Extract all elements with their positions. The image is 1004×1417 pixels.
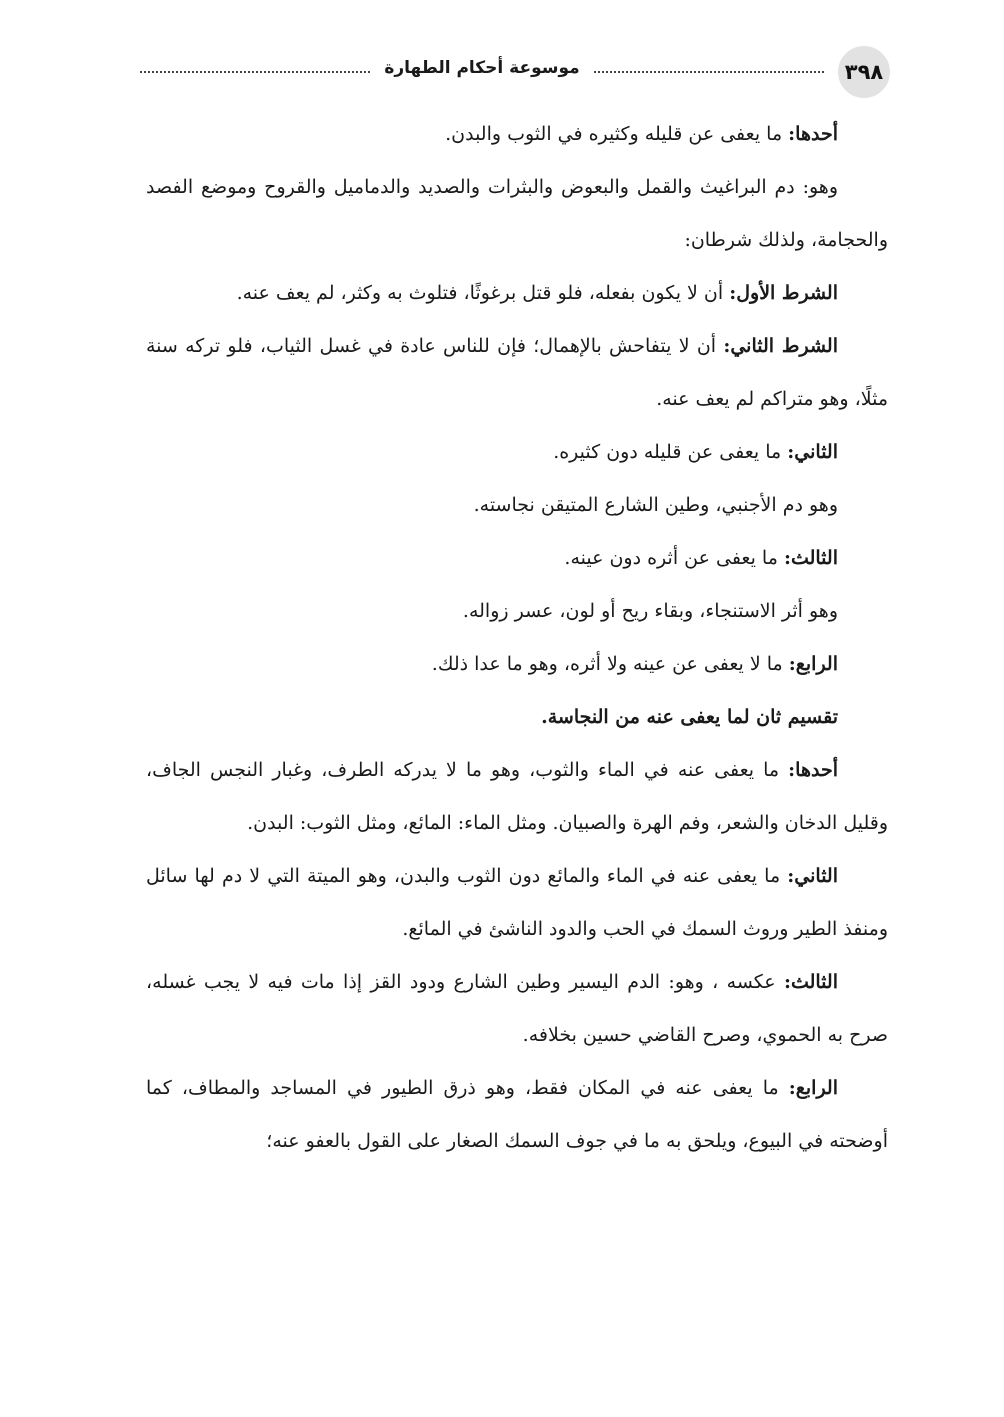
paragraph xyxy=(146,1062,888,1168)
paragraph-lead: الرابع: xyxy=(788,653,838,675)
paragraph-text: ما يعفى عنه في الماء والمائع دون الثوب والبدن، وهو الميتة التي لا دم لها سائل ومنفذ الطير وروث السمك في الحب والدود الناشئ في المائع. xyxy=(146,865,888,940)
paragraph-text: ما يعفى عن أثره دون عينه. xyxy=(564,547,784,569)
paragraph-text: وهو: دم البراغيث والقمل والبعوض والبثرات والصديد والدماميل والقروح وموضع الفصد والحجامة، ولذلك شرطان: xyxy=(146,176,888,251)
paragraph-text: ما يعفى عنه في المكان فقط، وهو ذرق الطيور في المساجد والمطاف، كما أوضحته في البيوع، ويلحق به ما في جوف السمك الصغار على القول بالعفو عنه؛ xyxy=(146,1077,888,1152)
section-heading-text: تقسيم ثان لما يعفى عنه من النجاسة. xyxy=(541,706,838,728)
paragraph-lead: الرابع: xyxy=(788,1077,838,1099)
paragraph-lead: الثاني: xyxy=(787,865,838,887)
book-title: موسوعة أحكام الطهارة xyxy=(384,58,580,78)
paragraph-lead: الشرط الثاني: xyxy=(723,335,838,357)
paragraph-lead: أحدها: xyxy=(788,759,838,781)
paragraph xyxy=(146,267,888,320)
running-header xyxy=(140,44,890,100)
section-heading xyxy=(146,691,888,744)
paragraph xyxy=(146,532,888,585)
paragraph-lead: الثاني: xyxy=(787,441,838,463)
paragraph-lead: الثالث: xyxy=(783,971,838,993)
page-number: ٣٩٨ xyxy=(838,46,890,98)
paragraph xyxy=(146,744,888,850)
page-body xyxy=(146,108,888,1168)
paragraph xyxy=(146,585,888,638)
header-dots-right xyxy=(594,71,824,73)
paragraph-text: عكسه ، وهو: الدم اليسير وطين الشارع ودود القز إذا مات فيه لا يجب غسله، صرح به الحموي، وصرح القاضي حسين بخلافه. xyxy=(146,971,888,1046)
header-rule xyxy=(140,58,824,78)
paragraph-text: أن لا يكون بفعله، فلو قتل برغوثًا، فتلوث به وكثر، لم يعف عنه. xyxy=(236,282,730,304)
paragraph-text: ما لا يعفى عن عينه ولا أثره، وهو ما عدا ذلك. xyxy=(431,653,789,675)
paragraph-lead: الشرط الأول: xyxy=(729,282,838,304)
paragraph xyxy=(146,850,888,956)
header-dots-left xyxy=(140,71,370,73)
paragraph xyxy=(146,320,888,426)
paragraph xyxy=(146,479,888,532)
paragraph xyxy=(146,426,888,479)
paragraph-text: ما يعفى عن قليله دون كثيره. xyxy=(553,441,788,463)
paragraph xyxy=(146,638,888,691)
paragraph-text: ما يعفى عنه في الماء والثوب، وهو ما لا يدركه الطرف، وغبار النجس الجاف، وقليل الدخان والشعر، وفم الهرة والصبيان. ومثل الماء: المائع، ومثل الثوب: البدن. xyxy=(146,759,888,834)
paragraph-text: أن لا يتفاحش بالإهمال؛ فإن للناس عادة في غسل الثياب، فلو تركه سنة مثلًا، وهو متراكم لم يعف عنه. xyxy=(146,335,888,410)
paragraph-text: وهو دم الأجنبي، وطين الشارع المتيقن نجاسته. xyxy=(473,494,838,516)
paragraph-text: ما يعفى عن قليله وكثيره في الثوب والبدن. xyxy=(445,123,789,145)
paragraph xyxy=(146,108,888,161)
paragraph xyxy=(146,161,888,267)
paragraph-text: وهو أثر الاستنجاء، وبقاء ريح أو لون، عسر زواله. xyxy=(462,600,838,622)
paragraph xyxy=(146,956,888,1062)
paragraph-lead: الثالث: xyxy=(783,547,838,569)
paragraph-lead: أحدها: xyxy=(788,123,838,145)
